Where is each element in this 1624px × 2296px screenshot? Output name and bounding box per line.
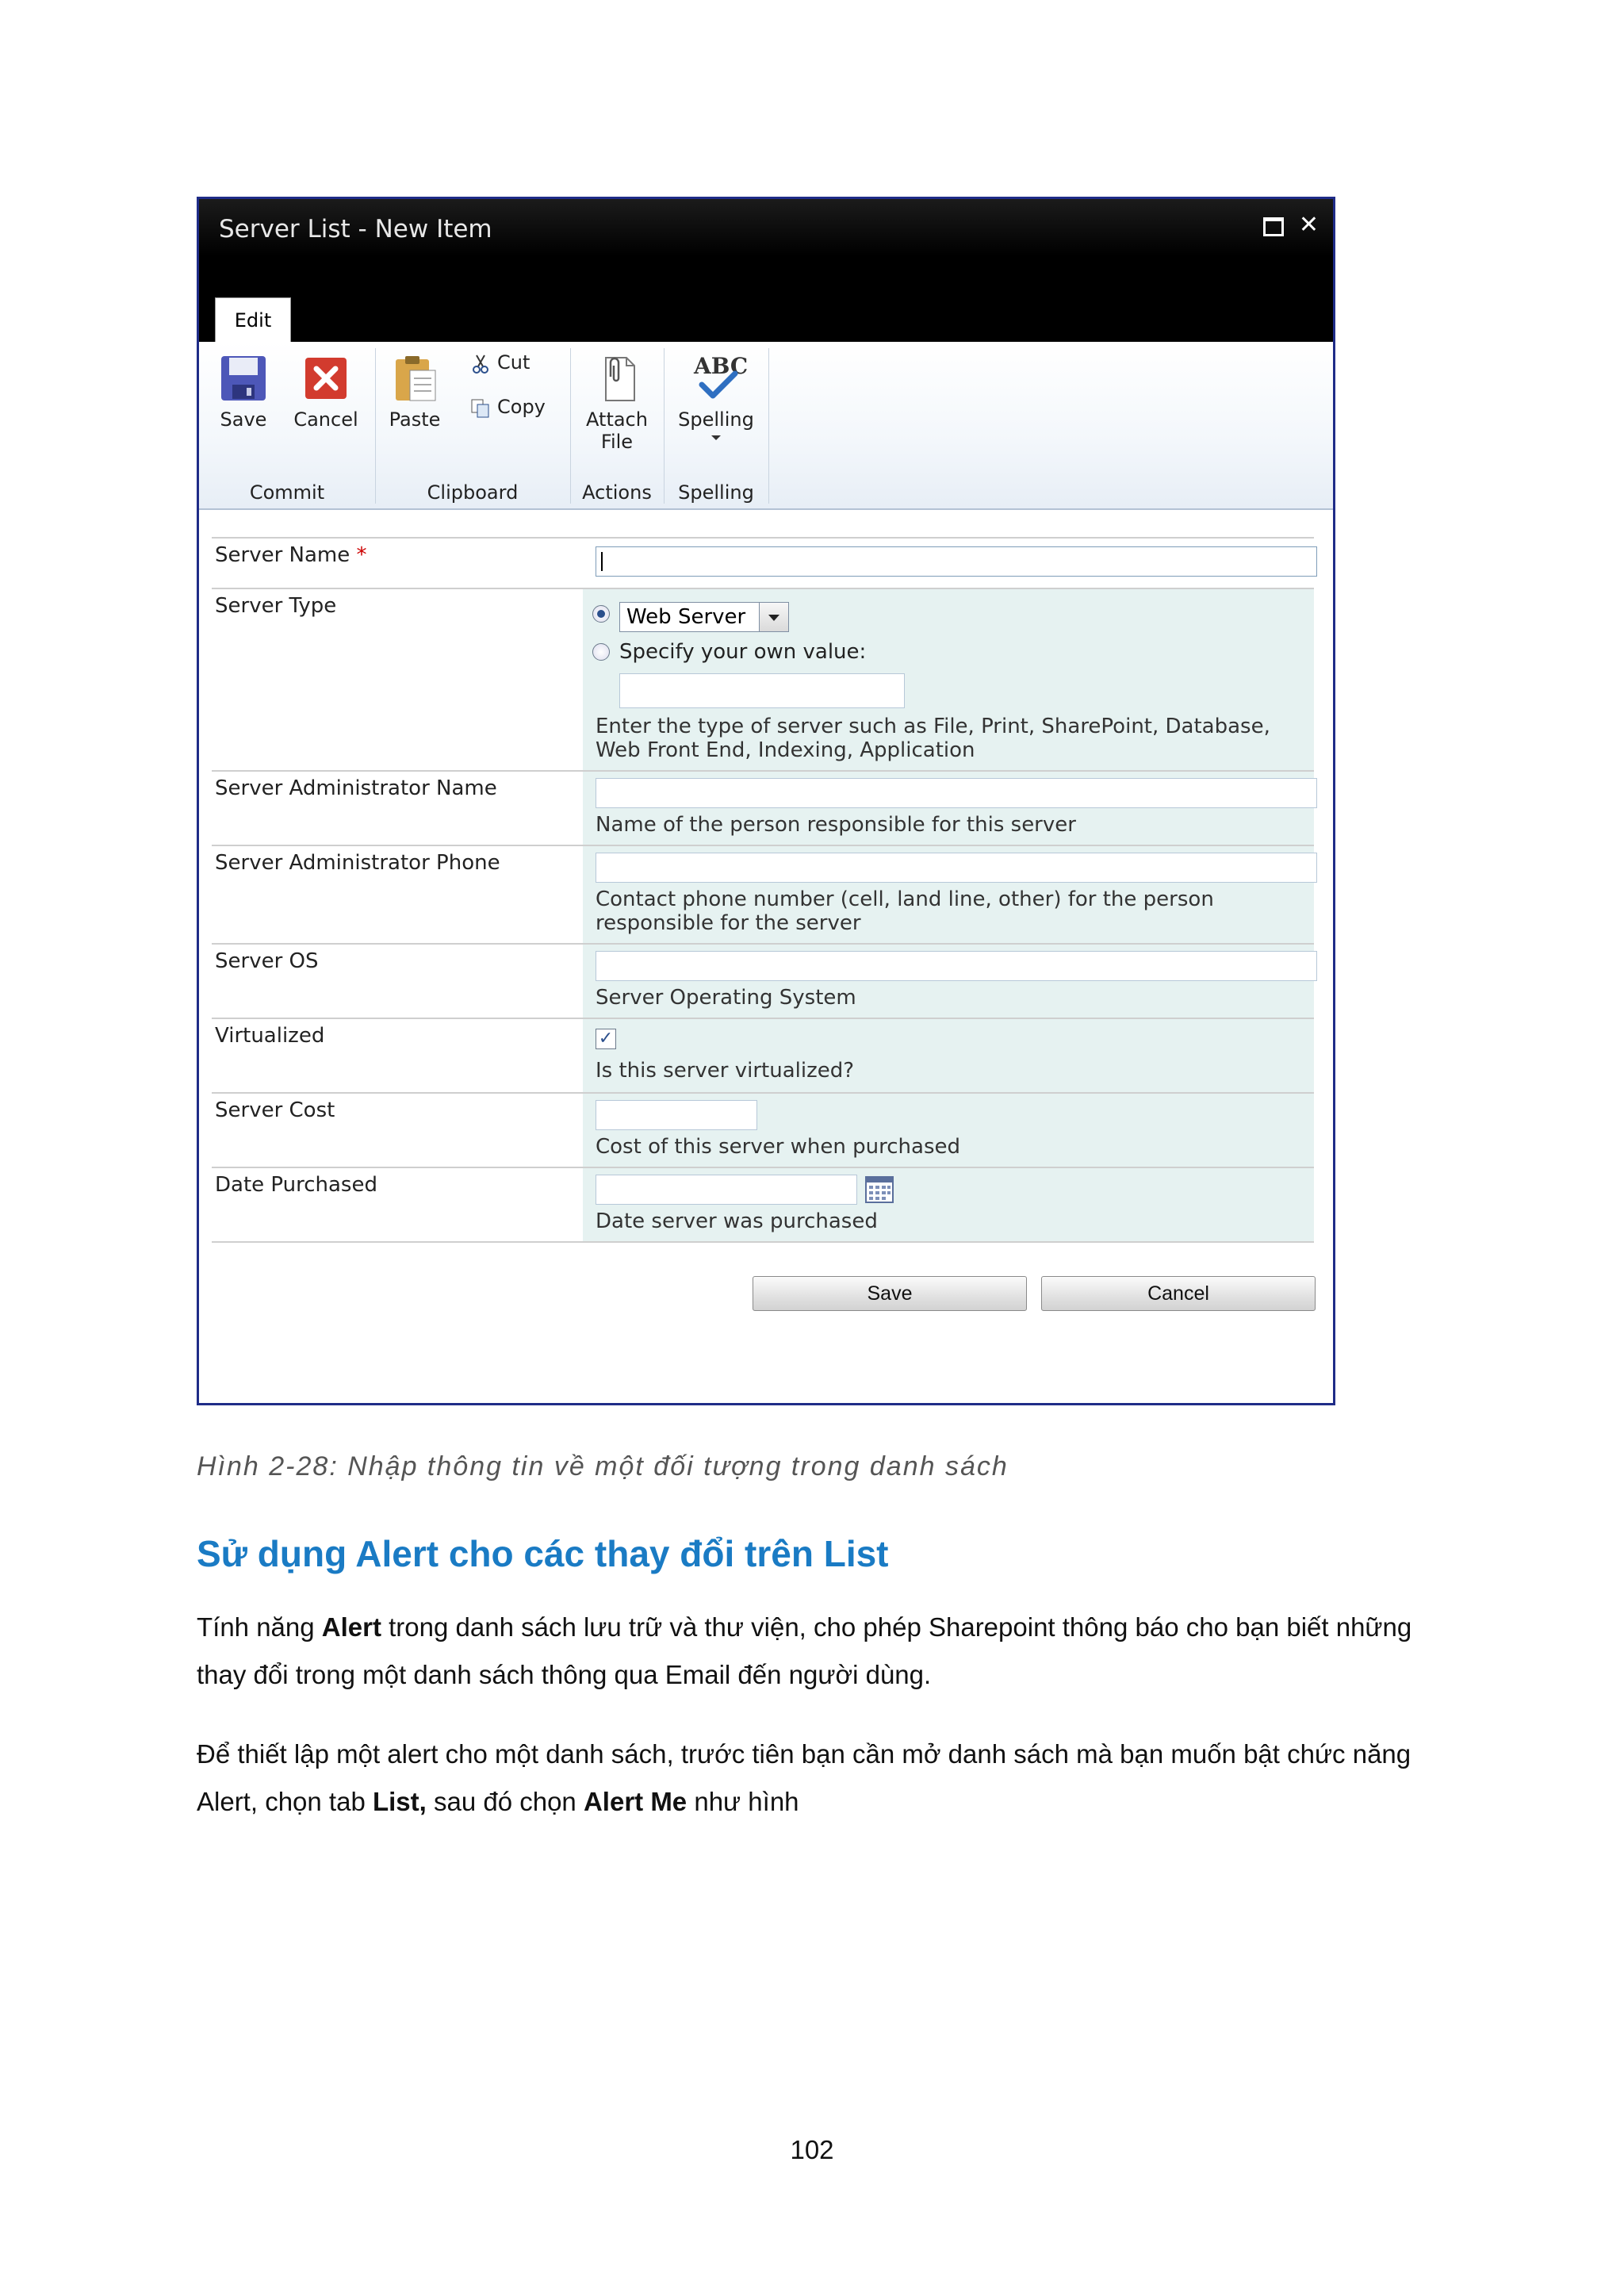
server-type-select[interactable]: Web Server xyxy=(619,602,789,632)
group-label-actions: Actions xyxy=(582,481,652,504)
cut-label: Cut xyxy=(497,351,530,374)
calendar-icon[interactable] xyxy=(865,1176,894,1206)
server-os-label: Server OS xyxy=(215,949,319,973)
ribbon-group-clipboard xyxy=(375,348,571,504)
group-label-clipboard: Clipboard xyxy=(427,481,519,504)
paste-icon xyxy=(389,353,440,404)
row-server-type xyxy=(212,588,1314,770)
virtualized-description: Is this server virtualized? xyxy=(596,1059,855,1083)
copy-icon xyxy=(470,398,491,417)
cancel-label: Cancel xyxy=(293,408,358,431)
date-purchased-input[interactable] xyxy=(596,1175,857,1205)
server-name-input[interactable] xyxy=(596,546,1317,577)
server-os-input[interactable] xyxy=(596,951,1317,981)
row-virtualized xyxy=(212,1018,1314,1092)
server-os-description: Server Operating System xyxy=(596,986,856,1010)
spellcheck-icon xyxy=(691,353,749,404)
chevron-down-icon xyxy=(759,603,788,631)
ribbon-save-button[interactable] xyxy=(212,353,275,431)
admin-name-description: Name of the person responsible for this server xyxy=(596,813,1076,837)
paste-label: Paste xyxy=(389,408,441,431)
row-server-name xyxy=(212,537,1314,588)
new-item-form xyxy=(212,537,1314,1243)
admin-name-input[interactable] xyxy=(596,778,1317,808)
new-item-dialog xyxy=(197,197,1335,1405)
save-icon xyxy=(218,353,269,404)
cancel-button[interactable]: Cancel xyxy=(1041,1276,1316,1311)
scissors-icon xyxy=(470,354,491,373)
row-server-cost xyxy=(212,1092,1314,1167)
ribbon-spelling-button[interactable] xyxy=(672,353,760,440)
spelling-dropdown-arrow-icon[interactable] xyxy=(711,435,721,440)
ribbon-paste-button[interactable] xyxy=(383,353,446,431)
ribbon-attach-file-button[interactable] xyxy=(578,353,656,453)
dialog-title: Server List - New Item xyxy=(219,215,492,243)
cancel-icon xyxy=(301,353,351,404)
ribbon-group-actions xyxy=(570,348,665,504)
own-value-label: Specify your own value: xyxy=(619,640,867,664)
paragraph-2: Để thiết lập một alert cho một danh sách, trước tiên bạn cần mở danh sách mà bạn muốn bật chức năng Alert, chọn tab List, sau đó chọn Alert Me như hình xyxy=(197,1739,1411,1816)
row-admin-name xyxy=(212,770,1314,845)
server-cost-description: Cost of this server when purchased xyxy=(596,1135,961,1159)
attach-label-line1: Attach xyxy=(586,408,648,431)
ribbon-copy-button[interactable] xyxy=(470,396,546,418)
virtualized-label: Virtualized xyxy=(215,1024,325,1048)
row-server-os xyxy=(212,943,1314,1018)
ribbon-cancel-button[interactable] xyxy=(288,353,364,431)
server-type-own-value-input[interactable] xyxy=(619,673,905,708)
ribbon-cut-button[interactable] xyxy=(470,351,530,374)
tab-edit[interactable]: Edit xyxy=(215,297,291,342)
server-type-label: Server Type xyxy=(215,594,337,618)
page-number: 102 xyxy=(790,2135,834,2164)
row-date-purchased xyxy=(212,1167,1314,1243)
paragraph-1: Tính năng Alert trong danh sách lưu trữ và thư viện, cho phép Sharepoint thông báo cho bạn biết những thay đổi trong một danh sách thông qua Email đến người dùng. xyxy=(197,1612,1412,1689)
dialog-titlebar xyxy=(199,199,1333,342)
server-cost-label: Server Cost xyxy=(215,1098,335,1122)
ribbon xyxy=(199,342,1333,510)
admin-name-label: Server Administrator Name xyxy=(215,776,497,800)
admin-phone-label: Server Administrator Phone xyxy=(215,851,500,875)
paperclip-icon xyxy=(592,353,642,404)
group-label-commit: Commit xyxy=(249,481,325,504)
ribbon-group-commit xyxy=(199,348,376,504)
save-label: Save xyxy=(220,408,267,431)
server-cost-input[interactable] xyxy=(596,1100,757,1130)
admin-phone-description: Contact phone number (cell, land line, other) for the person responsible for the server xyxy=(596,887,1214,935)
server-type-choice-radio[interactable] xyxy=(592,605,610,623)
virtualized-checkbox[interactable]: ✓ xyxy=(596,1029,616,1049)
admin-phone-input[interactable] xyxy=(596,853,1317,883)
figure-caption: Hình 2-28: Nhập thông tin về một đối tượng trong danh sách xyxy=(197,1451,1009,1481)
server-name-label: Server Name * xyxy=(215,543,367,567)
spellcheck-icon-text: ABC xyxy=(694,353,749,379)
close-icon[interactable]: ✕ xyxy=(1298,211,1319,239)
copy-label: Copy xyxy=(497,396,546,418)
row-admin-phone xyxy=(212,845,1314,943)
ribbon-group-spelling xyxy=(664,348,769,504)
attach-label-line2: File xyxy=(600,431,634,453)
group-label-spelling: Spelling xyxy=(678,481,754,504)
spelling-label: Spelling xyxy=(678,408,754,431)
section-heading: Sử dụng Alert cho các thay đổi trên List xyxy=(197,1533,889,1574)
date-purchased-description: Date server was purchased xyxy=(596,1209,878,1233)
server-type-own-value-radio[interactable] xyxy=(592,643,610,661)
date-purchased-label: Date Purchased xyxy=(215,1173,377,1197)
maximize-icon[interactable] xyxy=(1263,213,1284,236)
server-type-description: Enter the type of server such as File, Print, SharePoint, Database, Web Front End, Indexing, Application xyxy=(596,715,1270,762)
save-button[interactable]: Save xyxy=(753,1276,1027,1311)
